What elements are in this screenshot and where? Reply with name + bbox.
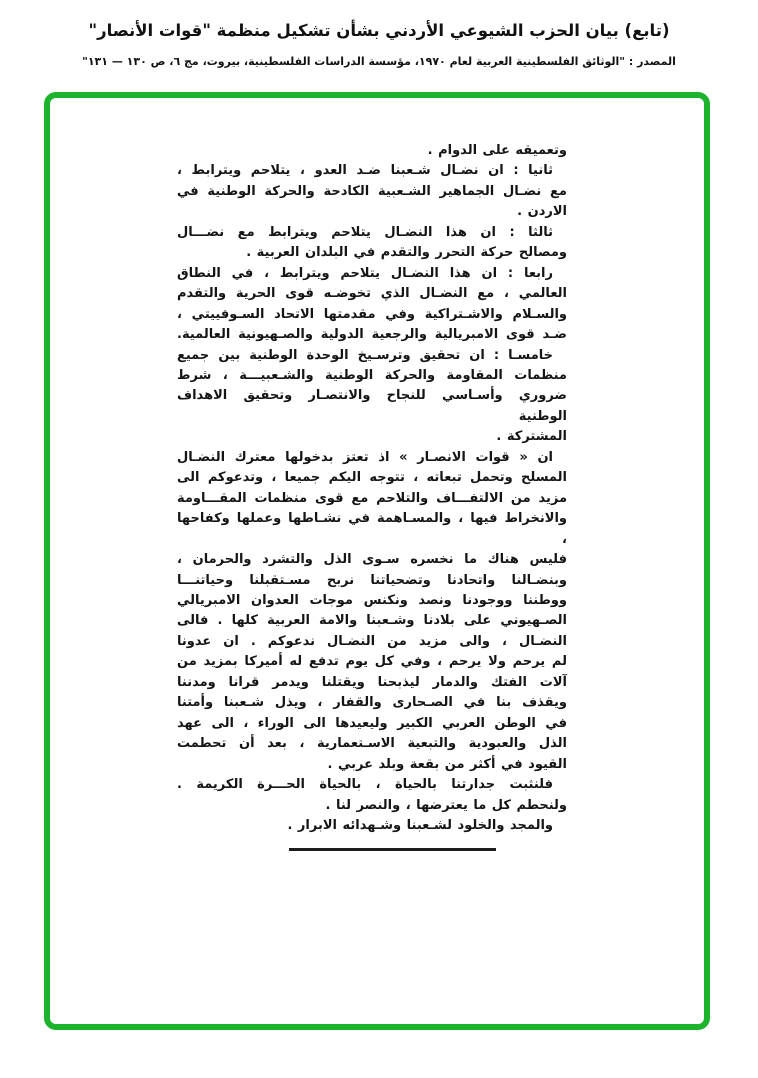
text-line: القيود في أكثر من بقعة وبلد عربي . [327, 756, 567, 772]
text-line: العالمي ، مع النضـال الذي تخوضـه قوى الحرية والتقدم [177, 286, 567, 302]
text-line: ووطننا ووجودنا ونصد ونكنس موجات العدوان الامبريالي [177, 592, 567, 608]
text-line: المسلح وتحمل تبعاته ، تتوجه اليكم جميعا ، وتدعوكم الى [177, 470, 567, 486]
text-line: ويقذف بنا في الصـحارى والقفار ، ويذل شـعبنا وأمتنا [177, 695, 567, 711]
text-line: وبنضـالنا واتحادنا وتضحياتنا نربح مسـتقبلنا وحياتنـــا [177, 572, 567, 588]
document-source-citation: المصدر : "الوثائق الفلسطينية العربية لعام ١٩٧٠، مؤسسة الدراسات الفلسطينية، بيروت، مج ٦، ص ١٣٠ — ١٣١" [82, 55, 676, 68]
text-line: فلنثبت جدارتنا بالحياة ، بالحياة الحـــرة الكريمة . [177, 777, 553, 793]
text-line: الاردن . [517, 204, 567, 220]
text-line: ثانيا : ان نضـال شـعبنا ضـد العدو ، يتلاحم ويترابط ، [177, 163, 553, 179]
text-line: ثالثا : ان هذا النضـال يتلاحم ويترابط مع نضـــال [177, 224, 553, 240]
footnote-separator-line [289, 848, 496, 851]
text-line: النضـال ، والى مزيد من النضـال ندعوكم . ان عدونا [177, 633, 567, 649]
text-line: ضـد قوى الامبريالية والرجعية الدولية والصـهيونية العالمية. [177, 327, 567, 343]
text-line: منظمات المقاومة والحركة الوطنية والشـعبيـــة ، شرط [177, 367, 567, 383]
text-line: آلات الفتك والدمار ليذبحنا ويقتلنا ويدمر قرانا ومدننا [177, 674, 567, 690]
text-line: مزيد من الالتفـــاف والتلاحم مع قوى منظمات المقـــاومة [177, 490, 567, 506]
text-line: مع نضـال الجماهير الشـعبية الكادحة والحركة الوطنية في [177, 183, 567, 199]
text-line: وتعميقه على الدوام . [427, 143, 567, 158]
text-line: والانخراط فيها ، والمسـاهمة في نشـاطها وعملها وكفاحها ، [177, 511, 567, 547]
text-line: فليس هناك ما نخسره سـوى الذل والتشرد والحرمان ، [177, 552, 567, 568]
text-line: الصـهيوني على بلادنا وشـعبنا والامة العربية كلها . فالى [177, 613, 567, 629]
text-line: المشتركة . [496, 429, 567, 445]
document-title: (تابع) بيان الحزب الشيوعي الأردني بشأن تشكيل منظمة "قوات الأنصار" [88, 21, 670, 40]
text-line: الذل والعبودية والتبعية الاسـتعمارية ، بعد أن تحطمت [177, 736, 567, 752]
text-line: لم يرحم ولا يرحم ، وفي كل يوم تدفع له أميركا بمزيد من [177, 654, 567, 670]
text-line: رابعا : ان هذا النضـال يتلاحم ويترابط ، في النطاق [177, 265, 553, 281]
text-line: ضروري وأسـاسي للنجاح والانتصـار وتحقيق الاهداف الوطنية [177, 388, 567, 424]
document-body-text [177, 141, 567, 836]
text-line: ان « قوات الانصـار » اذ تعتز بدخولها معترك النضـال [177, 449, 553, 465]
text-line: والسـلام والاشـتراكية وفي مقدمتها الاتحاد السـوفييتي ، [177, 306, 567, 322]
text-line: ومصالح حركة التحرر والتقدم في البلدان العربية . [246, 245, 567, 261]
text-line: ولنحطم كل ما يعترضها ، والنصر لنا . [325, 797, 567, 813]
text-line: في الوطن العربي الكبير وليعيدها الى الوراء ، الى عهد [177, 715, 567, 731]
text-line: خامسـا : ان تحقيق وترسـيخ الوحدة الوطنية بين جميع [177, 347, 553, 363]
text-line: والمجد والخلود لشـعبنا وشـهدائه الابرار . [287, 817, 553, 833]
